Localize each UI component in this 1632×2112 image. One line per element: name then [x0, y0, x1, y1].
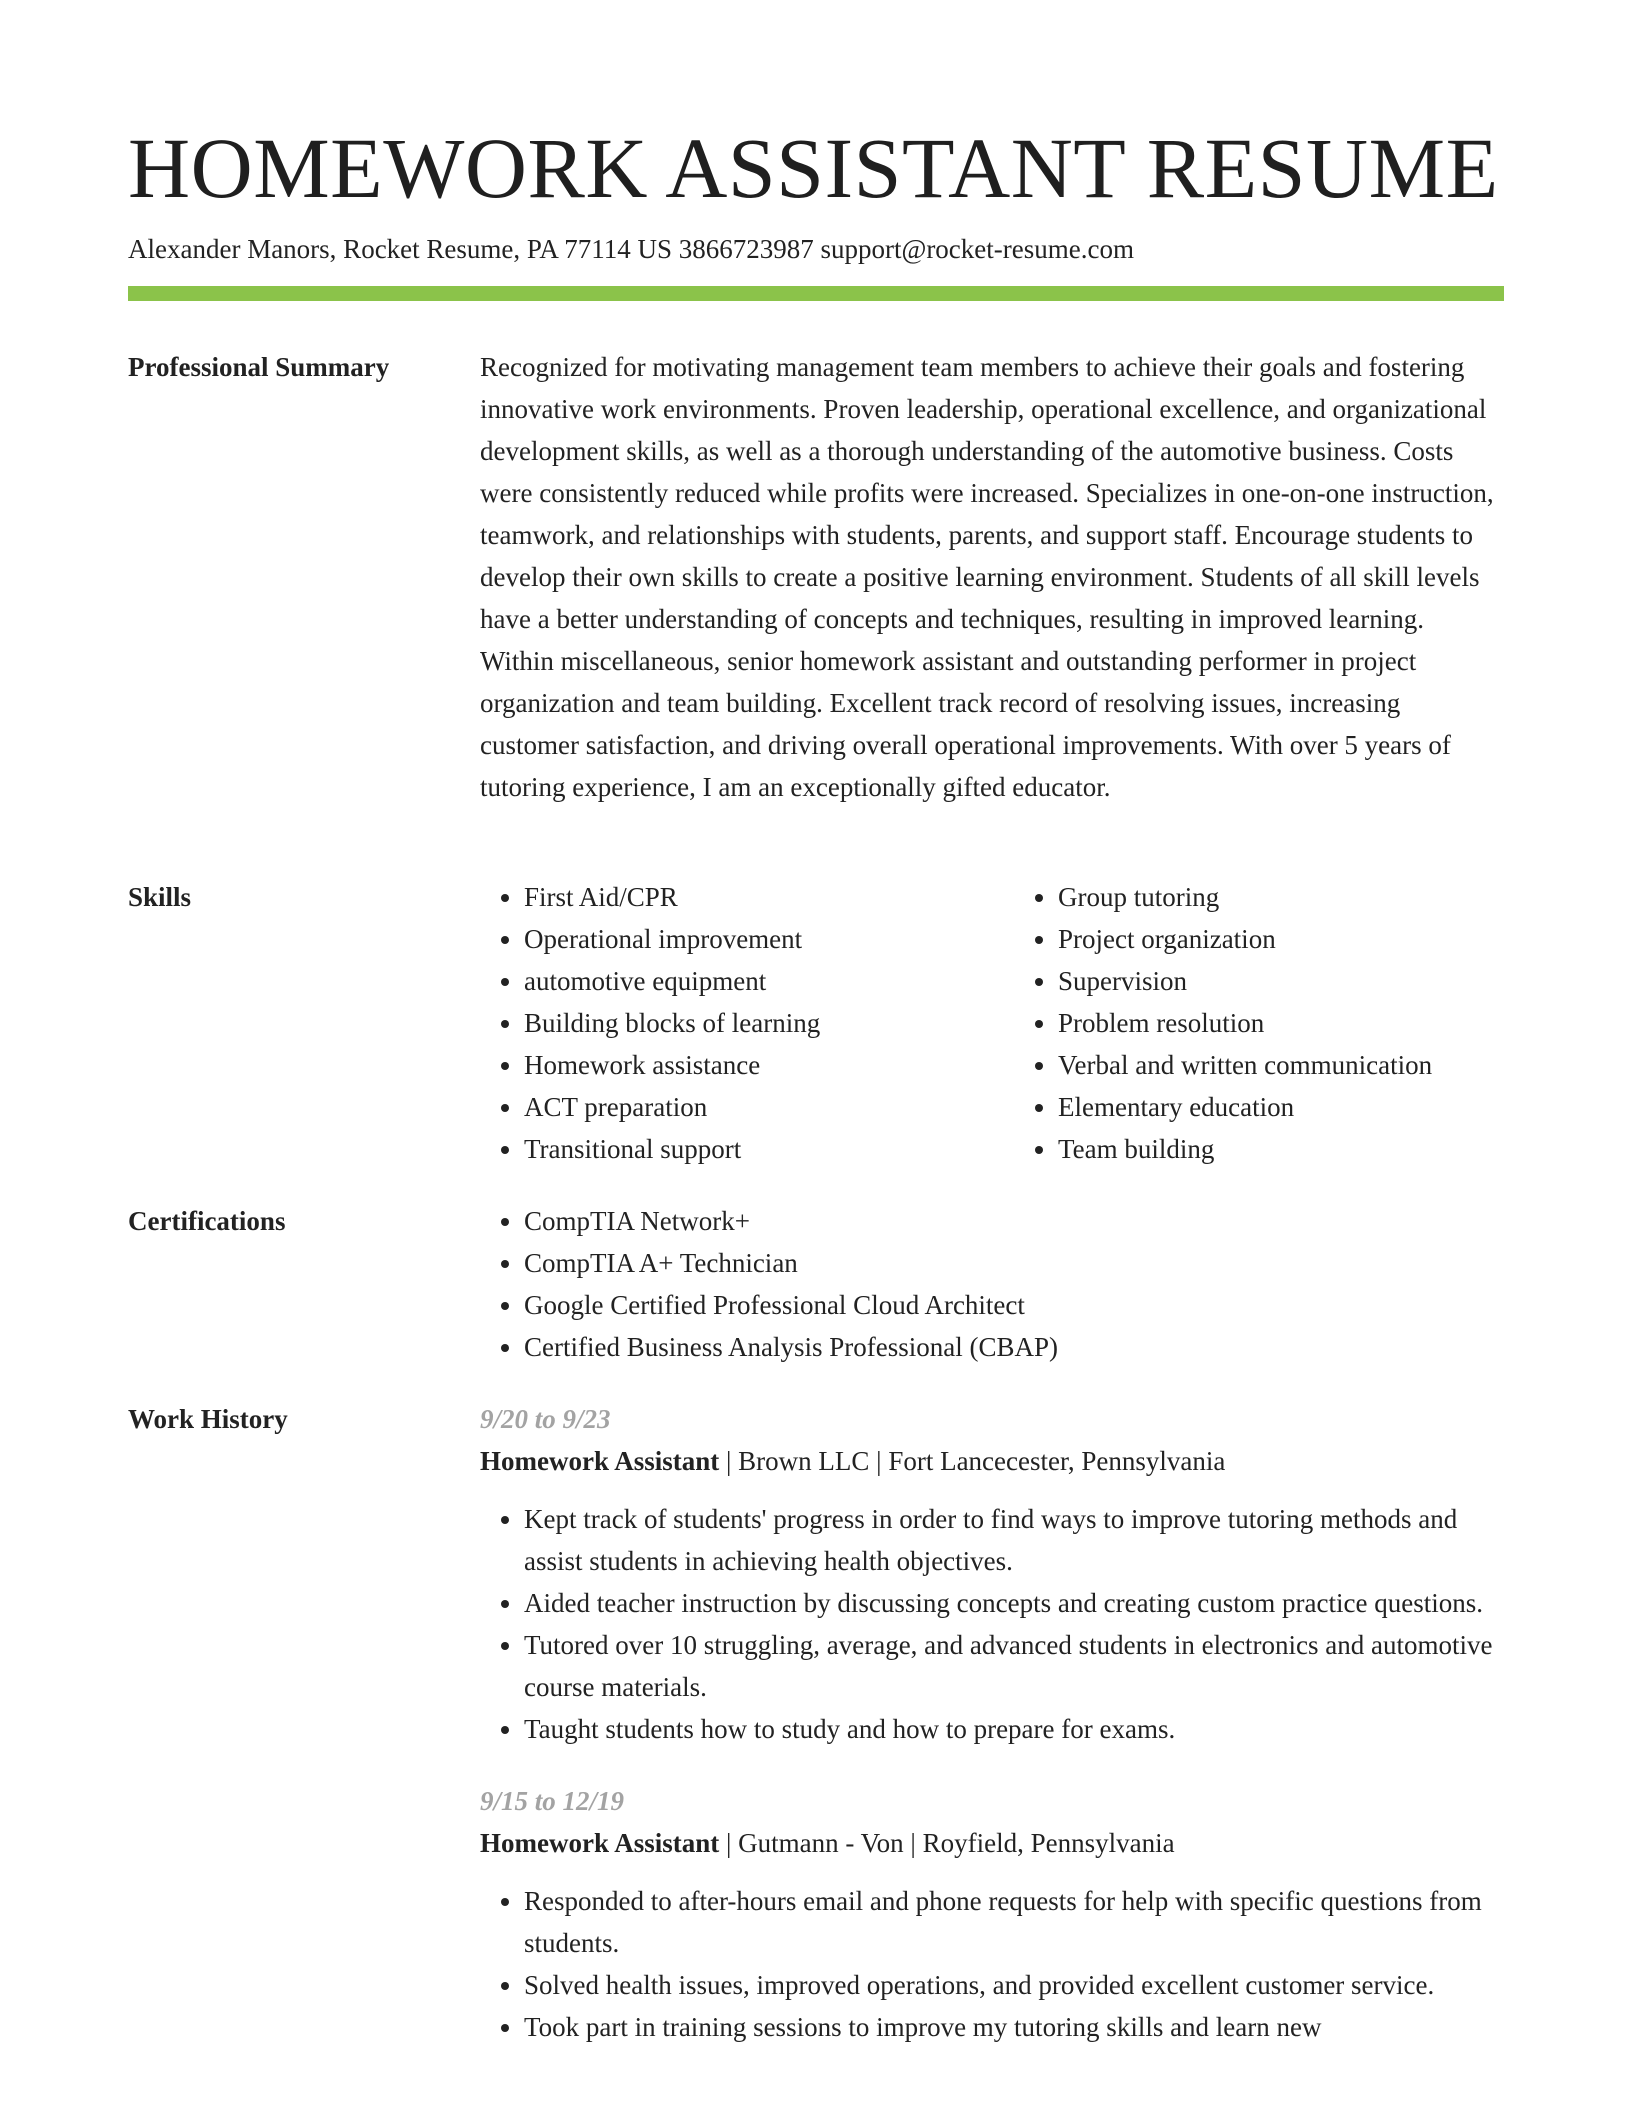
job-bullet: • Kept track of students' progress in order to find ways to improve tutoring methods and assist students in achieving health objectives.	[524, 1498, 1504, 1582]
contact-line: Alexander Manors, Rocket Resume, PA 77114 US 3866723987 support@rocket-resume.com	[128, 234, 1134, 264]
job-employer-location: | Brown LLC | Fort Lancecester, Pennsylvania	[719, 1446, 1226, 1476]
job-bullet: • Responded to after-hours email and phone requests for help with specific questions from students.	[524, 1880, 1504, 1964]
job-employer-location: | Gutmann - Von | Royfield, Pennsylvania	[719, 1828, 1175, 1858]
summary-label: Professional Summary	[128, 352, 390, 382]
summary-text: Recognized for motivating management team members to achieve their goals and fostering innovative work environments. Proven leadership, operational excellence, and organizational development skills, as well as a thorough understanding of the automotive business. Costs were consistently reduced while profits were increased. Specializes in one-on-one instruction, teamwork, and relationships with students, parents, and support staff. Encourage students to develop their own skills to create a positive learning environment. Students of all skill levels have a better understanding of concepts and techniques, resulting in improved learning. Within miscellaneous, senior homework assistant and outstanding performer in project organization and team building. Excellent track record of resolving issues, increasing customer satisfaction, and driving overall operational improvements. With over 5 years of tutoring experience, I am an exceptionally gifted educator.	[480, 352, 1494, 802]
resume-title: HOMEWORK ASSISTANT RESUME	[128, 120, 1499, 216]
job-bullet: • Took part in training sessions to improve my tutoring skills and learn new	[524, 2006, 1504, 2048]
job-entry	[480, 1398, 1504, 1750]
certifications-label: Certifications	[128, 1206, 286, 1236]
skills-list-left	[480, 876, 970, 1170]
skill-item: • Team building	[1058, 1128, 1504, 1170]
skill-item: • First Aid/CPR	[524, 876, 970, 918]
job-bullet: • Taught students how to study and how to prepare for exams.	[524, 1708, 1504, 1750]
job-bullet: • Tutored over 10 struggling, average, and advanced students in electronics and automotive course materials.	[524, 1624, 1504, 1708]
job-bullet: • Aided teacher instruction by discussing concepts and creating custom practice questions.	[524, 1582, 1504, 1624]
job-bullet: • Solved health issues, improved operations, and provided excellent customer service.	[524, 1964, 1504, 2006]
skill-item: • Problem resolution	[1058, 1002, 1504, 1044]
certification-item: • CompTIA A+ Technician	[524, 1242, 1504, 1284]
summary-body	[480, 346, 1504, 808]
skill-item: • Project organization	[1058, 918, 1504, 960]
skill-item: • automotive equipment	[524, 960, 970, 1002]
job-title: Homework Assistant	[480, 1828, 720, 1858]
skill-item: • Transitional support	[524, 1128, 970, 1170]
skill-item: • Elementary education	[1058, 1086, 1504, 1128]
certification-item: • Certified Business Analysis Professional (CBAP)	[524, 1326, 1504, 1368]
skill-item: • Group tutoring	[1058, 876, 1504, 918]
skill-item: • ACT preparation	[524, 1086, 970, 1128]
work-history-body	[480, 1398, 1504, 2078]
skill-item: • Supervision	[1058, 960, 1504, 1002]
job-heading	[480, 1440, 1504, 1482]
certification-item: • Google Certified Professional Cloud Architect	[524, 1284, 1504, 1326]
certifications-list	[480, 1200, 1504, 1368]
skill-item: • Building blocks of learning	[524, 1002, 970, 1044]
skill-item: • Homework assistance	[524, 1044, 970, 1086]
job-bullets	[480, 1880, 1504, 2048]
certifications-body	[480, 1200, 1504, 1368]
skill-item: • Operational improvement	[524, 918, 970, 960]
skill-item: • Verbal and written communication	[1058, 1044, 1504, 1086]
work-history-label: Work History	[128, 1404, 288, 1434]
certification-item: • CompTIA Network+	[524, 1200, 1504, 1242]
skills-label: Skills	[128, 882, 192, 912]
header-divider	[128, 286, 1504, 301]
job-dates: 9/20 to 9/23	[480, 1404, 611, 1434]
job-title: Homework Assistant	[480, 1446, 720, 1476]
skills-list-right	[1014, 876, 1504, 1170]
job-bullets	[480, 1498, 1504, 1750]
job-entry	[480, 1780, 1504, 2048]
skills-body	[480, 876, 1504, 1170]
job-heading	[480, 1822, 1504, 1864]
job-dates: 9/15 to 12/19	[480, 1786, 625, 1816]
